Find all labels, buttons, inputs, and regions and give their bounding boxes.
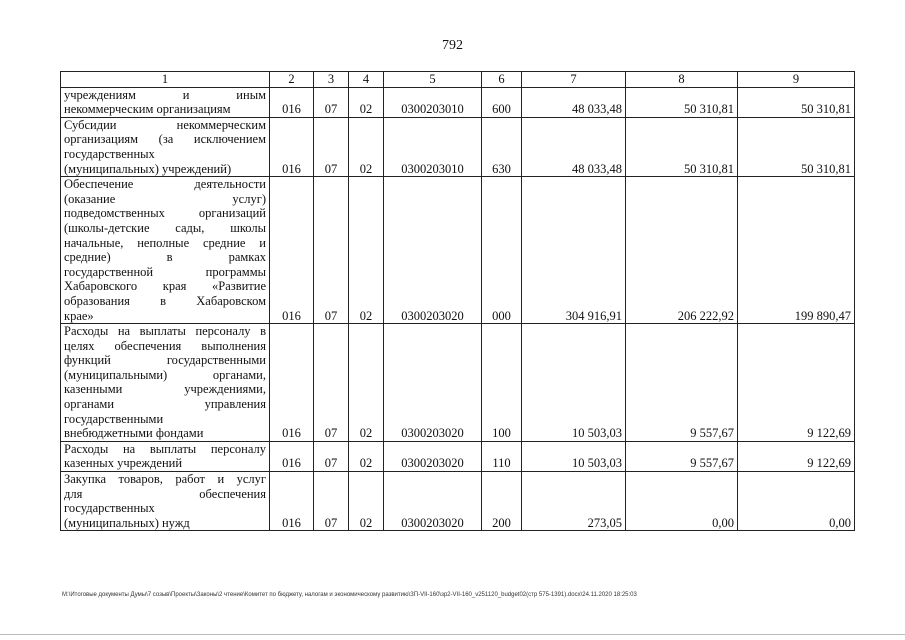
subsection-cell: 02	[349, 177, 384, 324]
amount-col7-cell: 48 033,48	[522, 87, 626, 117]
section-cell: 07	[314, 441, 349, 471]
amount-col8-cell: 9 557,67	[626, 441, 738, 471]
code-cell: 016	[270, 441, 314, 471]
page-number: 792	[442, 38, 463, 53]
amount-col9-cell: 50 310,81	[738, 87, 855, 117]
section-cell: 07	[314, 177, 349, 324]
row-name-cell	[61, 87, 270, 117]
header-row	[61, 72, 855, 88]
expense-type-cell: 000	[482, 177, 522, 324]
row-name-line: целях обеспечения выполнения	[64, 338, 266, 353]
section-cell: 07	[314, 87, 349, 117]
amount-col9-cell: 9 122,69	[738, 324, 855, 442]
row-name-line: для обеспечения	[64, 486, 266, 501]
header-col-5: 5	[384, 72, 482, 88]
amount-col8-cell: 50 310,81	[626, 87, 738, 117]
target-article-cell: 0300203010	[384, 87, 482, 117]
amount-col8-cell: 9 557,67	[626, 324, 738, 442]
target-article-cell: 0300203020	[384, 472, 482, 531]
budget-table	[60, 71, 855, 531]
header-col-8: 8	[626, 72, 738, 88]
row-name-line: Закупка товаров, работ и услуг	[64, 472, 266, 487]
expense-type-cell: 600	[482, 87, 522, 117]
amount-col8-cell: 0,00	[626, 472, 738, 531]
section-cell: 07	[314, 472, 349, 531]
row-name-line: учреждениям и иным	[64, 87, 266, 102]
row-name-line: органами управления	[64, 397, 266, 412]
scan-edge-line	[0, 634, 905, 635]
row-name-line: внебюджетными фондами	[64, 426, 204, 441]
row-name-line: образования в Хабаровском	[64, 293, 266, 308]
row-name-cell	[61, 441, 270, 471]
row-name-line: (оказание услуг)	[64, 191, 266, 206]
row-name-line: государственной программы	[64, 264, 266, 279]
row-name-line: некоммерческим организациям	[64, 102, 231, 117]
row-name-line: Хабаровского края «Развитие	[64, 279, 266, 294]
row-name-line: начальные, неполные средние и	[64, 235, 266, 250]
subsection-cell: 02	[349, 472, 384, 531]
target-article-cell: 0300203010	[384, 117, 482, 176]
row-name-line: функций государственными	[64, 353, 266, 368]
table-row	[61, 177, 855, 324]
row-name-line: Субсидии некоммерческим	[64, 117, 266, 132]
amount-col8-cell: 50 310,81	[626, 117, 738, 176]
row-name-line: казенными учреждениями,	[64, 382, 266, 397]
table-row	[61, 117, 855, 176]
expense-type-cell: 200	[482, 472, 522, 531]
header-col-1: 1	[61, 72, 270, 88]
section-cell: 07	[314, 324, 349, 442]
amount-col7-cell: 10 503,03	[522, 324, 626, 442]
row-name-line: (муниципальных) нужд	[64, 515, 190, 530]
header-col-7: 7	[522, 72, 626, 88]
row-name-cell	[61, 324, 270, 442]
target-article-cell: 0300203020	[384, 177, 482, 324]
target-article-cell: 0300203020	[384, 441, 482, 471]
row-name-line: средние) в рамках	[64, 250, 266, 265]
table-row	[61, 324, 855, 442]
amount-col7-cell: 304 916,91	[522, 177, 626, 324]
row-name-line: государственных	[64, 501, 155, 516]
amount-col9-cell: 50 310,81	[738, 117, 855, 176]
row-name-cell	[61, 472, 270, 531]
row-name-line: организациям (за исключением	[64, 132, 266, 147]
header-col-9: 9	[738, 72, 855, 88]
row-name-line: (муниципальных) учреждений)	[64, 161, 232, 176]
row-name-line: (муниципальными) органами,	[64, 367, 266, 382]
row-name-line: Расходы на выплаты персоналу	[64, 441, 266, 456]
row-name-line: крае»	[64, 308, 94, 323]
amount-col7-cell: 10 503,03	[522, 441, 626, 471]
expense-type-cell: 100	[482, 324, 522, 442]
amount-col9-cell: 199 890,47	[738, 177, 855, 324]
row-name-line: казенных учреждений	[64, 456, 183, 471]
row-name-line: государственными	[64, 411, 164, 426]
subsection-cell: 02	[349, 324, 384, 442]
amount-col9-cell: 0,00	[738, 472, 855, 531]
header-col-2: 2	[270, 72, 314, 88]
row-name-cell	[61, 177, 270, 324]
code-cell: 016	[270, 87, 314, 117]
row-name-line: (школы-детские сады, школы	[64, 220, 266, 235]
table-row	[61, 472, 855, 531]
header-col-6: 6	[482, 72, 522, 88]
amount-col7-cell: 273,05	[522, 472, 626, 531]
amount-col9-cell: 9 122,69	[738, 441, 855, 471]
code-cell: 016	[270, 472, 314, 531]
expense-type-cell: 630	[482, 117, 522, 176]
row-name-cell	[61, 117, 270, 176]
table-body	[61, 87, 855, 531]
table-row	[61, 441, 855, 471]
subsection-cell: 02	[349, 117, 384, 176]
table-row	[61, 87, 855, 117]
section-cell: 07	[314, 117, 349, 176]
header-col-3: 3	[314, 72, 349, 88]
row-name-line: подведомственных организаций	[64, 206, 266, 221]
code-cell: 016	[270, 117, 314, 176]
amount-col8-cell: 206 222,92	[626, 177, 738, 324]
document-path-footer: M:\Итоговые документы Думы\7 созыв\Проекты\Законы\2 чтение\Комитет по бюджету, налогам и экономическому развитию\ЗП-VII-160\зр2-VII-160_v251120_budget02(стр 575-1391).docx\24.11.2020 18:25:03	[62, 592, 637, 598]
header-col-4: 4	[349, 72, 384, 88]
amount-col7-cell: 48 033,48	[522, 117, 626, 176]
row-name-line: Обеспечение деятельности	[64, 177, 266, 192]
expense-type-cell: 110	[482, 441, 522, 471]
subsection-cell: 02	[349, 441, 384, 471]
row-name-line: Расходы на выплаты персоналу в	[64, 324, 266, 339]
row-name-line: государственных	[64, 146, 155, 161]
target-article-cell: 0300203020	[384, 324, 482, 442]
subsection-cell: 02	[349, 87, 384, 117]
code-cell: 016	[270, 177, 314, 324]
code-cell: 016	[270, 324, 314, 442]
